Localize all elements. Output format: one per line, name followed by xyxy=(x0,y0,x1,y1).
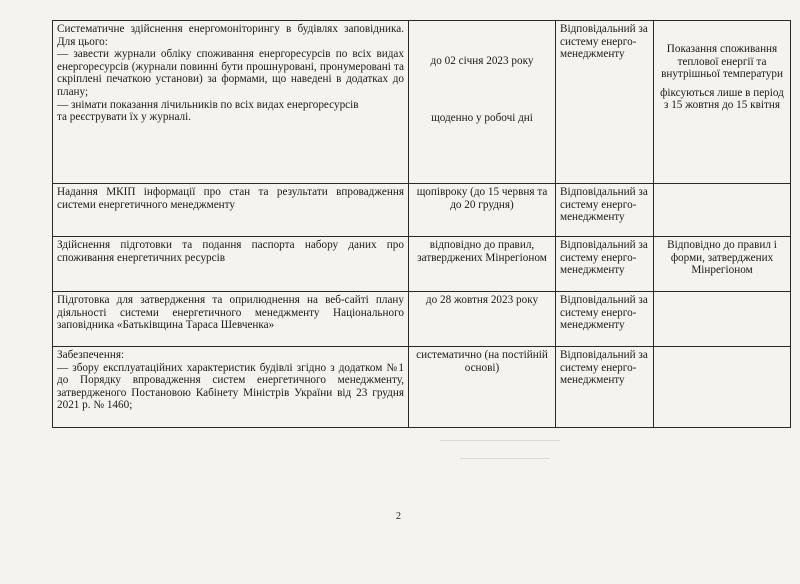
responsible-text: Відповідальний за систему енерго-менеджменту xyxy=(560,23,648,61)
term-cell: відповідно до правил, затверджених Мінрегіоном xyxy=(409,237,556,292)
measure-text: Забезпечення: xyxy=(57,349,125,361)
note-cell xyxy=(654,292,791,347)
measure-text: — знімати показання лічильників по всіх видах енергоресурсів xyxy=(57,98,359,111)
note-cell: Відповідно до правил і форми, затверджених Мінрегіоном xyxy=(654,237,791,292)
measure-text: — збору експлуатаційних характеристик будівлі згідно з додатком №1 до Порядку впровадження систем енергетичного менеджменту, затвердженого Постановою Кабінету Міністрів України від 23 грудня 2021 р. № 1460; xyxy=(57,361,404,412)
energy-plan-table xyxy=(52,20,791,428)
note-cell xyxy=(654,21,791,184)
term-text: щоденно у робочі дні xyxy=(431,111,533,124)
note-text: фіксуються лише в період з 15 жовтня до 15 квітня xyxy=(660,86,784,112)
measure-cell xyxy=(53,21,409,184)
term-text: до 02 січня 2023 року xyxy=(430,55,534,67)
table-row xyxy=(53,347,791,428)
term-cell: систематично (на постійній основі) xyxy=(409,347,556,428)
table-row xyxy=(53,21,791,184)
measure-cell: Підготовка для затвердження та оприлюднення на веб-сайті плану діяльності системи енергетичного менеджменту Національного заповідника «Батьківщина Тараса Шевченка» xyxy=(53,292,409,347)
term-cell: щопівроку (до 15 червня та до 20 грудня) xyxy=(409,184,556,237)
responsible-cell xyxy=(556,21,654,184)
measure-text: Систематичне здійснення енергомоніторингу в будівлях заповідника. Для цього: xyxy=(57,23,404,48)
note-cell xyxy=(654,347,791,428)
bleed-through-line xyxy=(440,440,560,447)
measure-text: — завести журнали обліку споживання енергоресурсів по всіх видах енергоресурсів (журнали повинні бути прошнуровані, пронумеровані та скріплені печаткою установи) за формами, що наведені в додатках до плану; xyxy=(57,48,404,98)
responsible-cell: Відповідальний за систему енерго-менеджменту xyxy=(556,237,654,292)
measure-text: та реєструвати їх у журналі. xyxy=(57,111,192,124)
table-row xyxy=(53,237,791,292)
responsible-cell: Відповідальний за систему енерго-менеджменту xyxy=(556,184,654,237)
table-row xyxy=(53,184,791,237)
table-row xyxy=(53,292,791,347)
responsible-cell: Відповідальний за систему енерго-менеджменту xyxy=(556,292,654,347)
responsible-cell: Відповідальний за систему енерго-менеджменту xyxy=(556,347,654,428)
term-cell: до 28 жовтня 2023 року xyxy=(409,292,556,347)
measure-cell xyxy=(53,347,409,428)
term-cell xyxy=(409,21,556,184)
measure-cell: Надання МКІП інформації про стан та результати впровадження системи енергетичного менеджменту xyxy=(53,184,409,237)
page-number: 2 xyxy=(396,511,401,522)
note-cell xyxy=(654,184,791,237)
note-text: Показання споживання теплової енергії та внутрішньої температури xyxy=(661,43,783,81)
bleed-through-line xyxy=(460,458,550,465)
measure-cell: Здійснення підготовки та подання паспорта набору даних про споживання енергетичних ресурсів xyxy=(53,237,409,292)
